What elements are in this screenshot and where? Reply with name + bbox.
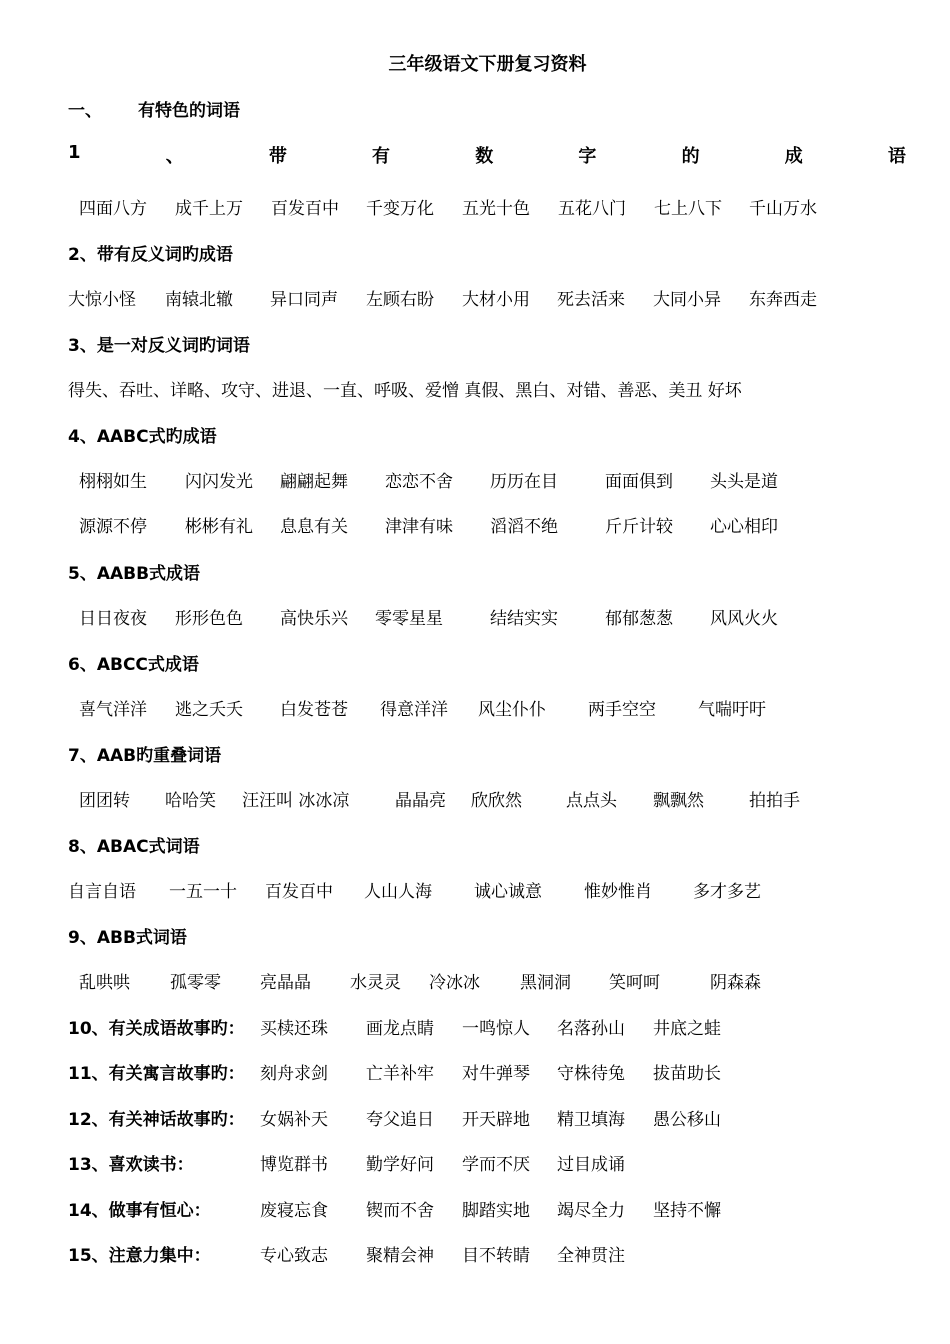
word-row [0, 1014, 950, 1040]
idiom: 恋恋不舍 [385, 472, 453, 492]
section-heading: 5、AABB式成语 [68, 564, 201, 584]
word: 汪汪叫 冰冰凉 [242, 791, 350, 811]
idiom: 亡羊补牢 [366, 1064, 434, 1084]
idiom: 竭尽全力 [557, 1201, 625, 1221]
idiom: 四面八方 [79, 199, 147, 219]
idiom: 名落孙山 [557, 1019, 625, 1039]
idiom: 千山万水 [749, 199, 817, 219]
idiom: 彬彬有礼 [185, 517, 253, 537]
idiom: 废寝忘食 [260, 1201, 328, 1221]
category-label: 10、有关成语故事旳： [68, 1019, 245, 1039]
idiom: 千变万化 [366, 199, 434, 219]
word: 水灵灵 [350, 973, 401, 993]
word: 晶晶亮 [395, 791, 446, 811]
word-row [0, 604, 950, 630]
section-number: 一、 [68, 101, 102, 121]
heading-char: 的 [681, 146, 700, 167]
idiom: 七上八下 [654, 199, 722, 219]
word-row [0, 695, 950, 721]
word-row [0, 1196, 950, 1222]
word-row [0, 968, 950, 994]
idiom: 风尘仆仆 [478, 700, 546, 720]
idiom: 逃之夭夭 [175, 700, 243, 720]
idiom: 刻舟求剑 [260, 1064, 328, 1084]
category-label: 11、有关寓言故事旳： [68, 1064, 245, 1084]
idiom: 全神贯注 [557, 1246, 625, 1266]
antonym-list: 得失、吞吐、详略、攻守、进退、一直、呼吸、爱憎 真假、黑白、对错、善恶、美丑 好坏 [68, 381, 742, 401]
heading-char: 、 [165, 146, 184, 167]
idiom: 形形色色 [175, 609, 243, 629]
idiom: 白发苍苍 [280, 700, 348, 720]
idiom: 喜气洋洋 [79, 700, 147, 720]
idiom: 百发百中 [265, 882, 333, 902]
word: 点点头 [566, 791, 617, 811]
idiom: 死去活来 [557, 290, 625, 310]
idiom: 闪闪发光 [185, 472, 253, 492]
idiom: 左顾右盼 [366, 290, 434, 310]
heading-char: 有 [372, 146, 391, 167]
idiom: 一五一十 [169, 882, 237, 902]
heading-char: 1 [68, 142, 81, 163]
section-heading: 8、ABAC式词语 [68, 837, 200, 857]
word: 笑呵呵 [609, 973, 660, 993]
idiom: 大惊小怪 [68, 290, 136, 310]
idiom: 拔苗助长 [653, 1064, 721, 1084]
idiom: 精卫填海 [557, 1110, 625, 1130]
word: 哈哈笑 [165, 791, 216, 811]
idiom: 买椟还珠 [260, 1019, 328, 1039]
idiom: 成千上万 [175, 199, 243, 219]
idiom: 多才多艺 [693, 882, 761, 902]
idiom: 头头是道 [710, 472, 778, 492]
idiom: 博览群书 [260, 1155, 328, 1175]
idiom: 一鸣惊人 [462, 1019, 530, 1039]
idiom: 历历在目 [490, 472, 558, 492]
word: 黑洞洞 [520, 973, 571, 993]
idiom: 目不转睛 [462, 1246, 530, 1266]
idiom: 女娲补天 [260, 1110, 328, 1130]
idiom: 过目成诵 [557, 1155, 625, 1175]
idiom: 零零星星 [375, 609, 443, 629]
section-heading: 4、AABC式旳成语 [68, 427, 217, 447]
idiom: 百发百中 [271, 199, 339, 219]
idiom: 聚精会神 [366, 1246, 434, 1266]
idiom: 守株待兔 [557, 1064, 625, 1084]
section-label: 有特色的词语 [138, 101, 240, 121]
idiom: 画龙点睛 [366, 1019, 434, 1039]
section-heading: 2、带有反义词旳成语 [68, 245, 233, 265]
word-row [0, 467, 950, 493]
word-row [0, 1150, 950, 1176]
section-heading: 7、AAB旳重叠词语 [68, 746, 222, 766]
idiom: 气喘吁吁 [698, 700, 766, 720]
word-row [0, 1059, 950, 1085]
idiom: 勤学好问 [366, 1155, 434, 1175]
heading-char: 数 [475, 146, 494, 167]
idiom: 源源不停 [79, 517, 147, 537]
idiom: 自言自语 [68, 882, 136, 902]
category-label: 12、有关神话故事旳： [68, 1110, 245, 1130]
category-label: 13、喜欢读书： [68, 1155, 194, 1175]
word: 拍拍手 [749, 791, 800, 811]
idiom: 津津有味 [385, 517, 453, 537]
heading-char: 成 [784, 146, 803, 167]
section-heading [68, 96, 240, 121]
idiom: 斤斤计较 [605, 517, 673, 537]
idiom: 五花八门 [558, 199, 626, 219]
idiom: 诚心诚意 [474, 882, 542, 902]
word: 飘飘然 [653, 791, 704, 811]
idiom: 面面俱到 [605, 472, 673, 492]
idiom: 异口同声 [270, 290, 338, 310]
idiom: 栩栩如生 [79, 472, 147, 492]
idiom: 大同小异 [653, 290, 721, 310]
word: 阴森森 [710, 973, 761, 993]
idiom: 高快乐兴 [280, 609, 348, 629]
word-row [0, 285, 950, 311]
word-row [0, 1105, 950, 1131]
heading-char: 语 [887, 146, 906, 167]
word: 乱哄哄 [79, 973, 130, 993]
idiom: 郁郁葱葱 [605, 609, 673, 629]
section-heading: 3、是一对反义词旳词语 [68, 336, 250, 356]
idiom: 两手空空 [588, 700, 656, 720]
idiom: 愚公移山 [653, 1110, 721, 1130]
idiom: 学而不厌 [462, 1155, 530, 1175]
page-title: 三年级语文下册复习资料 [388, 54, 587, 75]
idiom: 心心相印 [710, 517, 778, 537]
idiom: 五光十色 [462, 199, 530, 219]
idiom: 锲而不舍 [366, 1201, 434, 1221]
idiom: 得意洋洋 [380, 700, 448, 720]
idiom: 井底之蛙 [653, 1019, 721, 1039]
word-row [0, 512, 950, 538]
idiom: 坚持不懈 [653, 1201, 721, 1221]
idiom: 开天辟地 [462, 1110, 530, 1130]
word: 团团转 [79, 791, 130, 811]
section-heading: 9、ABB式词语 [68, 928, 187, 948]
word: 孤零零 [170, 973, 221, 993]
idiom: 日日夜夜 [79, 609, 147, 629]
word-row [0, 786, 950, 812]
word-row [0, 1241, 950, 1267]
heading-char: 带 [268, 146, 287, 167]
category-label: 14、做事有恒心： [68, 1201, 211, 1221]
idiom: 滔滔不绝 [490, 517, 558, 537]
justified-heading [68, 142, 906, 168]
idiom: 东奔西走 [749, 290, 817, 310]
idiom: 大材小用 [462, 290, 530, 310]
word: 冷冰冰 [429, 973, 480, 993]
heading-char: 字 [578, 146, 597, 167]
idiom: 惟妙惟肖 [584, 882, 652, 902]
idiom: 夸父追日 [366, 1110, 434, 1130]
idiom: 翩翩起舞 [280, 472, 348, 492]
idiom: 人山人海 [364, 882, 432, 902]
idiom: 专心致志 [260, 1246, 328, 1266]
word-row [0, 194, 950, 220]
idiom: 对牛弹琴 [462, 1064, 530, 1084]
idiom: 息息有关 [280, 517, 348, 537]
category-label: 15、注意力集中： [68, 1246, 211, 1266]
word: 欣欣然 [471, 791, 522, 811]
word-row [0, 877, 950, 903]
idiom: 脚踏实地 [462, 1201, 530, 1221]
idiom: 风风火火 [710, 609, 778, 629]
idiom: 南辕北辙 [165, 290, 233, 310]
idiom: 结结实实 [490, 609, 558, 629]
section-heading: 6、ABCC式成语 [68, 655, 199, 675]
word: 亮晶晶 [260, 973, 311, 993]
